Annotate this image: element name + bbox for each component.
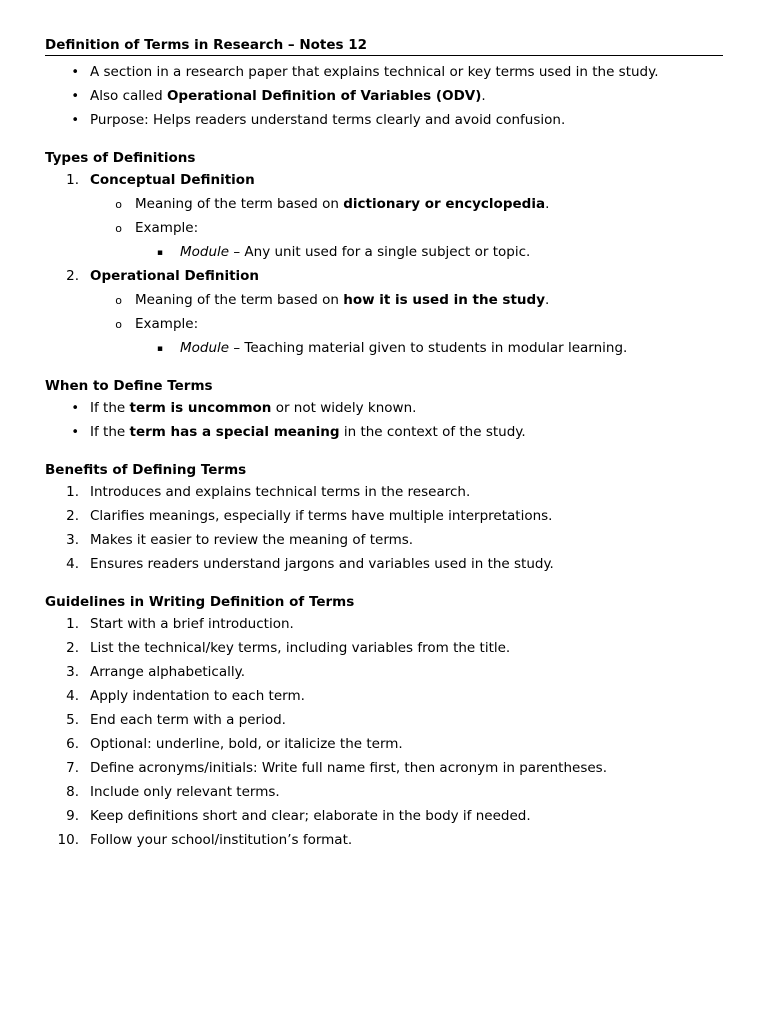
list-item: • If the term is uncommon or not widely known. — [45, 398, 723, 422]
list-item: o Example: — [45, 314, 723, 338]
list-item: 5. End each term with a period. — [45, 710, 723, 734]
bullet-marker: • — [71, 113, 79, 128]
list-item: 2. Clarifies meanings, especially if terms have multiple interpretations. — [45, 506, 723, 530]
bullet-marker: • — [71, 425, 79, 440]
list-number: 9. — [66, 808, 79, 824]
intro-list — [45, 62, 723, 134]
circle-bullet-marker: o — [115, 318, 122, 331]
list-number: 10. — [57, 832, 79, 848]
square-bullet-marker: ▪ — [156, 248, 163, 258]
list-item: 3. Arrange alphabetically. — [45, 662, 723, 686]
list-number: 3. — [66, 664, 79, 680]
document-page — [45, 37, 723, 854]
when-list — [45, 398, 723, 446]
list-item: 3. Makes it easier to review the meaning of terms. — [45, 530, 723, 554]
square-bullet-marker: ▪ — [156, 344, 163, 354]
section-heading-guidelines: Guidelines in Writing Definition of Terms — [45, 594, 355, 610]
list-number: 7. — [66, 760, 79, 776]
list-item: 8. Include only relevant terms. — [45, 782, 723, 806]
list-item: • If the term has a special meaning in the context of the study. — [45, 422, 723, 446]
list-item: 7. Define acronyms/initials: Write full name first, then acronym in parentheses. — [45, 758, 723, 782]
list-item: o Meaning of the term based on how it is used in the study. — [45, 290, 723, 314]
circle-bullet-marker: o — [115, 294, 122, 307]
list-number: 1. — [66, 616, 79, 632]
list-item: ▪ Module – Teaching material given to students in modular learning. — [45, 338, 723, 362]
section-heading-benefits: Benefits of Defining Terms — [45, 462, 247, 478]
list-item: 2. List the technical/key terms, including variables from the title. — [45, 638, 723, 662]
section-heading-when: When to Define Terms — [45, 378, 213, 394]
page-title: Definition of Terms in Research – Notes 12 — [45, 37, 723, 56]
list-item: 1. Start with a brief introduction. — [45, 614, 723, 638]
list-number: 4. — [66, 556, 79, 572]
types-list — [45, 170, 723, 362]
list-item: o Example: — [45, 218, 723, 242]
guidelines-list — [45, 614, 723, 854]
list-number: 2. — [66, 268, 79, 284]
circle-bullet-marker: o — [115, 222, 122, 235]
list-item: ▪ Module – Any unit used for a single subject or topic. — [45, 242, 723, 266]
list-item: 6. Optional: underline, bold, or italicize the term. — [45, 734, 723, 758]
list-item: 4. Apply indentation to each term. — [45, 686, 723, 710]
list-number: 1. — [66, 172, 79, 188]
list-item: 4. Ensures readers understand jargons and variables used in the study. — [45, 554, 723, 578]
list-item: 1. Introduces and explains technical terms in the research. — [45, 482, 723, 506]
list-number: 6. — [66, 736, 79, 752]
list-number: 2. — [66, 508, 79, 524]
list-number: 4. — [66, 688, 79, 704]
list-number: 1. — [66, 484, 79, 500]
list-item — [45, 266, 723, 290]
bullet-marker: • — [71, 89, 79, 104]
list-number: 2. — [66, 640, 79, 656]
list-item: • A section in a research paper that explains technical or key terms used in the study. — [45, 62, 723, 86]
circle-bullet-marker: o — [115, 198, 122, 211]
list-item: • Purpose: Helps readers understand terms clearly and avoid confusion. — [45, 110, 723, 134]
list-number: 8. — [66, 784, 79, 800]
bullet-marker: • — [71, 401, 79, 416]
list-number: 5. — [66, 712, 79, 728]
list-item: 10. Follow your school/institution’s format. — [45, 830, 723, 854]
list-item — [45, 170, 723, 194]
section-heading-types: Types of Definitions — [45, 150, 196, 166]
list-item: o Meaning of the term based on dictionary or encyclopedia. — [45, 194, 723, 218]
bullet-marker: • — [71, 65, 79, 80]
benefits-list — [45, 482, 723, 578]
list-item: • Also called Operational Definition of Variables (ODV). — [45, 86, 723, 110]
list-number: 3. — [66, 532, 79, 548]
definition-type-label: Conceptual Definition — [90, 172, 255, 188]
definition-type-label: Operational Definition — [90, 268, 260, 284]
list-item: 9. Keep definitions short and clear; elaborate in the body if needed. — [45, 806, 723, 830]
